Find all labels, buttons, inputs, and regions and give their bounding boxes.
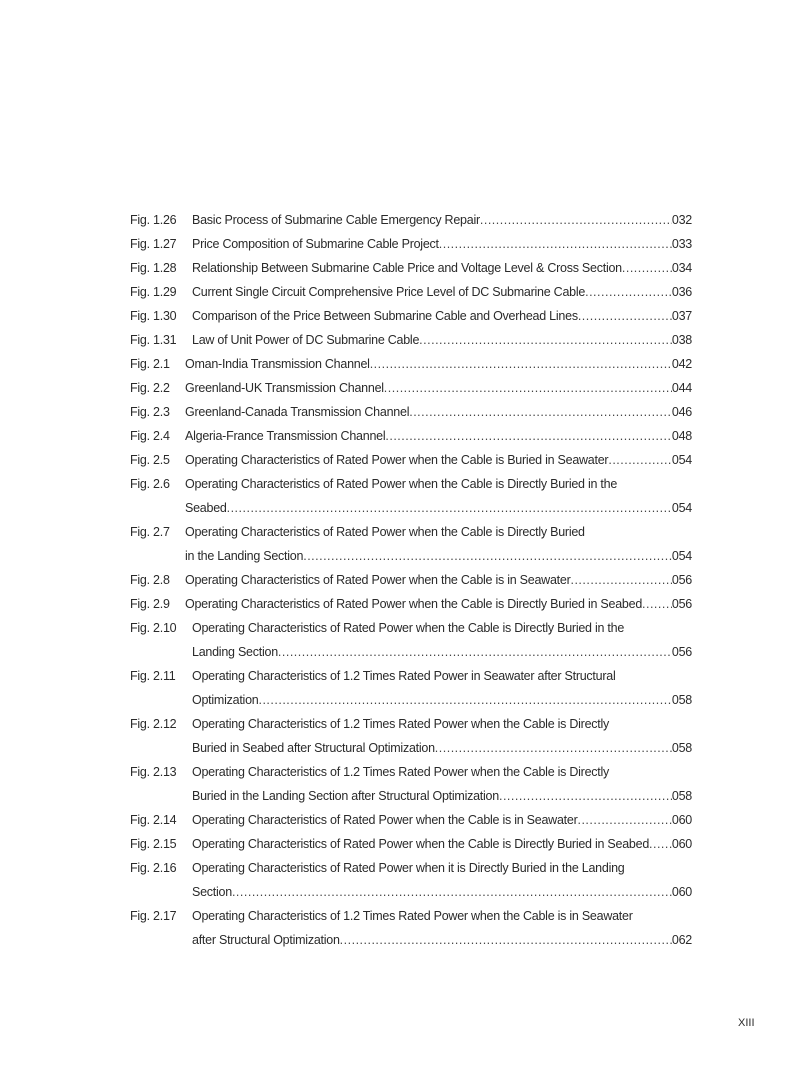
dot-leader — [577, 808, 671, 832]
dot-leader — [570, 568, 671, 592]
toc-line — [130, 496, 692, 520]
figure-title: Operating Characteristics of Rated Power when the Cable is in Seawater — [185, 573, 571, 587]
toc-entry — [130, 592, 692, 616]
figure-title: Landing Section — [192, 645, 278, 659]
figure-label: Fig. 2.16 — [130, 861, 177, 875]
figure-label: Fig. 2.2 — [130, 381, 170, 395]
page-ref: 034 — [671, 261, 692, 275]
page-ref: 033 — [671, 237, 692, 251]
page-ref: 036 — [671, 285, 692, 299]
list-of-figures — [130, 208, 692, 952]
toc-line — [130, 328, 692, 352]
page-ref: 048 — [671, 429, 692, 443]
toc-line — [130, 640, 692, 664]
toc-entry — [130, 808, 692, 832]
figure-label: Fig. 2.9 — [130, 597, 170, 611]
figure-title: Buried in the Landing Section after Structural Optimization — [192, 789, 499, 803]
dot-leader — [608, 448, 672, 472]
page-ref: 046 — [671, 405, 692, 419]
toc-line — [130, 784, 692, 808]
figure-title: after Structural Optimization — [192, 933, 340, 947]
toc-entry — [130, 664, 692, 712]
toc-line — [130, 760, 692, 784]
page-ref: 056 — [671, 573, 692, 587]
figure-title: Law of Unit Power of DC Submarine Cable — [192, 333, 420, 347]
figure-label: Fig. 2.1 — [130, 357, 170, 371]
toc-line — [130, 256, 692, 280]
figure-label: Fig. 2.5 — [130, 453, 170, 467]
figure-title: Basic Process of Submarine Cable Emergency Repair — [192, 213, 480, 227]
toc-line — [130, 928, 692, 952]
toc-entry — [130, 232, 692, 256]
toc-line — [130, 352, 692, 376]
figure-label: Fig. 2.13 — [130, 765, 177, 779]
figure-title: Operating Characteristics of Rated Power when the Cable is in Seawater — [192, 813, 578, 827]
dot-leader — [340, 928, 672, 952]
figure-title: Price Composition of Submarine Cable Project — [192, 237, 439, 251]
figure-title: Operating Characteristics of 1.2 Times Rated Power when the Cable is Directly — [192, 717, 610, 731]
figure-title: Greenland-UK Transmission Channel — [185, 381, 384, 395]
toc-line — [130, 616, 692, 640]
toc-line — [130, 808, 692, 832]
toc-entry — [130, 472, 692, 520]
toc-entry — [130, 832, 692, 856]
page-ref: 038 — [671, 333, 692, 347]
toc-line — [130, 400, 692, 424]
figure-label: Fig. 2.7 — [130, 525, 170, 539]
toc-entry — [130, 256, 692, 280]
page-ref: 054 — [671, 453, 692, 467]
toc-line — [130, 280, 692, 304]
figure-label: Fig. 1.29 — [130, 285, 177, 299]
figure-label: Fig. 2.6 — [130, 477, 170, 491]
figure-title: Operating Characteristics of 1.2 Times Rated Power in Seawater after Structural — [192, 669, 616, 683]
page-ref: 056 — [671, 597, 692, 611]
toc-line — [130, 208, 692, 232]
figure-title: Algeria-France Transmission Channel — [185, 429, 386, 443]
figure-label: Fig. 2.12 — [130, 717, 177, 731]
toc-line — [130, 448, 692, 472]
figure-label: Fig. 1.27 — [130, 237, 177, 251]
page-ref: 062 — [671, 933, 692, 947]
dot-leader — [303, 544, 672, 568]
figure-title: Operating Characteristics of Rated Power when the Cable is Directly Buried in Seabed — [185, 597, 643, 611]
toc-entry — [130, 328, 692, 352]
page-ref: 060 — [671, 837, 692, 851]
figure-label: Fig. 2.4 — [130, 429, 170, 443]
toc-line — [130, 232, 692, 256]
page-ref: 058 — [671, 789, 692, 803]
toc-line — [130, 544, 692, 568]
toc-entry — [130, 400, 692, 424]
figure-title: Operating Characteristics of 1.2 Times Rated Power when the Cable is in Seawater — [192, 909, 633, 923]
toc-entry — [130, 424, 692, 448]
toc-line — [130, 856, 692, 880]
page-ref: 042 — [671, 357, 692, 371]
dot-leader — [278, 640, 672, 664]
figure-label: Fig. 2.10 — [130, 621, 177, 635]
dot-leader — [499, 784, 672, 808]
dot-leader — [370, 352, 672, 376]
figure-label: Fig. 2.3 — [130, 405, 170, 419]
figure-title: Operating Characteristics of 1.2 Times Rated Power when the Cable is Directly — [192, 765, 610, 779]
figure-label: Fig. 2.17 — [130, 909, 177, 923]
toc-line — [130, 712, 692, 736]
toc-line — [130, 568, 692, 592]
dot-leader — [642, 592, 672, 616]
dot-leader — [622, 256, 672, 280]
dot-leader — [585, 280, 672, 304]
dot-leader — [480, 208, 672, 232]
figure-title: Operating Characteristics of Rated Power when the Cable is Directly Buried in Seabed — [192, 837, 650, 851]
toc-line — [130, 520, 692, 544]
toc-entry — [130, 712, 692, 760]
dot-leader — [578, 304, 672, 328]
figure-title: Section — [192, 885, 232, 899]
toc-line — [130, 736, 692, 760]
figure-title: Current Single Circuit Comprehensive Price Level of DC Submarine Cable — [192, 285, 586, 299]
page-ref: 037 — [671, 309, 692, 323]
toc-entry — [130, 760, 692, 808]
toc-entry — [130, 208, 692, 232]
figure-title: Operating Characteristics of Rated Power when it is Directly Buried in the Landing — [192, 861, 625, 875]
dot-leader — [409, 400, 672, 424]
dot-leader — [227, 496, 672, 520]
figure-label: Fig. 1.28 — [130, 261, 177, 275]
page-ref: 056 — [671, 645, 692, 659]
toc-entry — [130, 520, 692, 568]
figure-label: Fig. 2.11 — [130, 669, 176, 683]
toc-line — [130, 832, 692, 856]
toc-line — [130, 424, 692, 448]
toc-line — [130, 664, 692, 688]
dot-leader — [385, 424, 672, 448]
toc-line — [130, 904, 692, 928]
toc-entry — [130, 352, 692, 376]
page-ref: 032 — [671, 213, 692, 227]
figure-title: Greenland-Canada Transmission Channel — [185, 405, 410, 419]
figure-title: Optimization — [192, 693, 259, 707]
toc-line — [130, 688, 692, 712]
toc-entry — [130, 616, 692, 664]
page-ref: 054 — [671, 549, 692, 563]
dot-leader — [435, 736, 672, 760]
figure-title: Oman-India Transmission Channel — [185, 357, 370, 371]
figure-title: Relationship Between Submarine Cable Price and Voltage Level & Cross Section — [192, 261, 622, 275]
toc-entry — [130, 280, 692, 304]
page-ref: 054 — [671, 501, 692, 515]
page-ref: 060 — [671, 885, 692, 899]
figure-label: Fig. 2.15 — [130, 837, 177, 851]
toc-entry — [130, 856, 692, 904]
toc-line — [130, 304, 692, 328]
dot-leader — [649, 832, 672, 856]
toc-line — [130, 880, 692, 904]
toc-line — [130, 592, 692, 616]
dot-leader — [232, 880, 672, 904]
toc-entry — [130, 448, 692, 472]
figure-label: Fig. 2.14 — [130, 813, 177, 827]
figure-title: Operating Characteristics of Rated Power when the Cable is Directly Buried in the — [192, 621, 625, 635]
figure-title: Operating Characteristics of Rated Power when the Cable is Directly Buried in the — [185, 477, 618, 491]
dot-leader — [419, 328, 672, 352]
toc-line — [130, 376, 692, 400]
toc-entry — [130, 568, 692, 592]
page-ref: 058 — [671, 693, 692, 707]
page-ref: 044 — [671, 381, 692, 395]
figure-title: Comparison of the Price Between Submarine Cable and Overhead Lines — [192, 309, 578, 323]
figure-title: Operating Characteristics of Rated Power when the Cable is Directly Buried — [185, 525, 585, 539]
figure-label: Fig. 1.26 — [130, 213, 177, 227]
dot-leader — [384, 376, 672, 400]
figure-label: Fig. 1.30 — [130, 309, 177, 323]
figure-label: Fig. 1.31 — [130, 333, 177, 347]
toc-entry — [130, 304, 692, 328]
toc-entry — [130, 904, 692, 952]
figure-title: Seabed — [185, 501, 227, 515]
page-ref: 058 — [671, 741, 692, 755]
toc-line — [130, 472, 692, 496]
toc-entry — [130, 376, 692, 400]
dot-leader — [258, 688, 671, 712]
figure-title: Buried in Seabed after Structural Optimization — [192, 741, 435, 755]
figure-label: Fig. 2.8 — [130, 573, 170, 587]
figure-title: in the Landing Section — [185, 549, 304, 563]
page-ref: 060 — [671, 813, 692, 827]
page-number: XIII — [738, 1017, 755, 1029]
figure-title: Operating Characteristics of Rated Power when the Cable is Buried in Seawater — [185, 453, 609, 467]
dot-leader — [439, 232, 672, 256]
